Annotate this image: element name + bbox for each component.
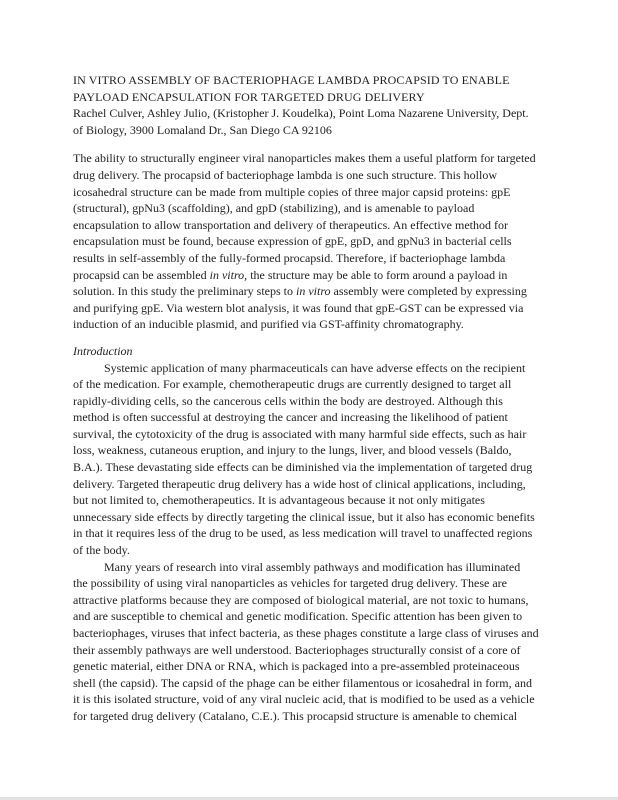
text-segment: delivery. Targeted therapeutic drug delivery has a wide host of clinical applications, including, — [73, 476, 526, 491]
intro-paragraph1-line — [73, 542, 545, 559]
intro-paragraph2-line — [73, 592, 545, 609]
text-segment: but not limited to, chemotherapeutics. It is advantageous because it not only mitigates — [73, 493, 485, 508]
intro-paragraph1-line — [73, 509, 545, 526]
intro-paragraph2-line — [73, 658, 545, 675]
intro-paragraph2-line — [73, 642, 545, 659]
intro-paragraph1-line — [73, 376, 545, 393]
author-line — [73, 122, 545, 139]
abstract-line — [73, 283, 545, 300]
intro-paragraph2-line — [73, 691, 545, 708]
intro-paragraph2-line — [73, 675, 545, 692]
author-line — [73, 105, 545, 122]
text-segment: (structural), gpNu3 (scaffolding), and gpD (stabilizing), and is amenable to payload — [73, 201, 475, 216]
intro-paragraph1-line — [73, 492, 545, 509]
paper-title-line — [73, 89, 545, 106]
text-segment: PAYLOAD ENCAPSULATION FOR TARGETED DRUG DELIVERY — [73, 89, 425, 104]
text-segment: The ability to structurally engineer viral nanoparticles makes them a useful platform for targeted — [73, 151, 536, 166]
intro-paragraph1-line — [73, 360, 545, 377]
intro-paragraph2-line — [73, 625, 545, 642]
text-segment: Many years of research into viral assembly pathways and modification has illuminated — [104, 559, 521, 574]
text-segment: it is this isolated structure, void of any viral nucleic acid, that is modified to be used as a vehicle — [73, 692, 535, 707]
intro-paragraph1-line — [73, 426, 545, 443]
text-segment: rapidly-dividing cells, so the cancerous cells within the body are destroyed. Although this — [73, 393, 503, 408]
text-segment: IN VITRO ASSEMBLY OF BACTERIOPHAGE LAMBDA PROCAPSID TO ENABLE — [73, 73, 510, 87]
introduction-paragraph-1 — [73, 360, 545, 559]
author-affiliation — [73, 105, 545, 138]
abstract-line — [73, 167, 545, 184]
abstract-line — [73, 267, 545, 284]
intro-paragraph2-line — [73, 575, 545, 592]
text-segment: attractive platforms because they are composed of biological material, are not toxic to humans, — [73, 592, 529, 607]
text-segment: the possibility of using viral nanoparticles as vehicles for targeted drug delivery. These are — [73, 576, 507, 591]
abstract-paragraph — [73, 150, 545, 333]
text-segment: shell (the capsid). The capsid of the phage can be either filamentous or icosahedral in form, and — [73, 675, 532, 690]
intro-paragraph1-line — [73, 476, 545, 493]
text-segment: and are susceptible to chemical and genetic modification. Specific attention has been given to — [73, 609, 523, 624]
abstract-line — [73, 316, 545, 333]
abstract-line — [73, 300, 545, 317]
text-segment: Rachel Culver, Ashley Julio, (Kristopher J. Koudelka), Point Loma Nazarene University, Dept. — [73, 106, 529, 121]
abstract-line — [73, 217, 545, 234]
text-segment: and purifying gpE. Via western blot analysis, it was found that gpE-GST can be expressed via — [73, 300, 524, 315]
italic-text-segment: in vitro — [295, 284, 331, 299]
paper-title-line — [73, 72, 545, 89]
text-segment: in that it requires less of the drug to be used, as less medication will travel to unaffected regions — [73, 526, 533, 541]
abstract-line — [73, 233, 545, 250]
text-segment: encapsulation to allow transportation and delivery of therapeutics. An effective method for — [73, 217, 508, 232]
text-segment: unnecessary side effects by directly targeting the clinical issue, but it also has economic benefits — [73, 509, 535, 524]
abstract-line — [73, 200, 545, 217]
text-segment: encapsulation must be found, because expression of gpE, gpD, and gpNu3 in bacterial cells — [73, 234, 512, 249]
text-segment: B.A.). These devastating side effects can be diminished via the implementation of targeted drug — [73, 460, 533, 475]
text-segment: drug delivery. The procapsid of bacteriophage lambda is one such structure. This hollow — [73, 167, 497, 182]
paper-page — [73, 72, 545, 725]
text-segment: for targeted drug delivery (Catalano, C.E.). This procapsid structure is amenable to chemical — [73, 708, 518, 723]
text-segment: solution. In this study the preliminary steps to — [73, 284, 296, 299]
text-segment: induction of an inducible plasmid, and purified via GST-affinity chromatography. — [73, 317, 464, 332]
text-segment: of Biology, 3900 Lomaland Dr., San Diego CA 92106 — [73, 122, 332, 137]
intro-paragraph2-line — [73, 608, 545, 625]
italic-text-segment: in vitro, — [209, 267, 248, 282]
text-segment: results in self-assembly of the fully-formed procapsid. Therefore, if bacteriophage lambda — [73, 250, 506, 265]
intro-paragraph2-line — [73, 708, 545, 725]
text-segment: procapsid can be assembled — [73, 267, 210, 282]
intro-paragraph1-line — [73, 409, 545, 426]
intro-paragraph1-line — [73, 393, 545, 410]
paper-title — [73, 72, 545, 105]
text-segment: genetic material, either DNA or RNA, which is packaged into a pre-assembled proteinaceous — [73, 659, 520, 674]
intro-paragraph1-line — [73, 525, 545, 542]
abstract-line — [73, 250, 545, 267]
intro-paragraph2-line — [73, 559, 545, 576]
text-segment: Systemic application of many pharmaceuticals can have adverse effects on the recipient — [104, 360, 526, 375]
introduction-paragraph-2 — [73, 559, 545, 725]
intro-paragraph1-line — [73, 459, 545, 476]
text-segment: loss, weakness, cutaneous eruption, and injury to the lungs, liver, and blood vessels (Baldo, — [73, 443, 512, 458]
text-segment: icosahedral structure can be made from multiple copies of three major capsid proteins: gpE — [73, 184, 511, 199]
text-segment: survival, the cytotoxicity of the drug is associated with many harmful side effects, such as hair — [73, 426, 527, 441]
text-segment: assembly were completed by expressing — [330, 284, 527, 299]
text-segment: the structure may be able to form around a payload in — [247, 267, 508, 282]
intro-paragraph1-line — [73, 442, 545, 459]
abstract-line — [73, 184, 545, 201]
text-segment: method is often successful at destroying the cancer and increasing the likelihood of patient — [73, 410, 508, 425]
text-segment: of the body. — [73, 543, 130, 558]
abstract-line — [73, 150, 545, 167]
section-heading-introduction: Introduction — [73, 343, 133, 358]
text-segment: of the medication. For example, chemotherapeutic drugs are currently designed to target all — [73, 377, 512, 392]
text-segment: their assembly pathways are well understood. Bacteriophages structurally consist of a core of — [73, 642, 521, 657]
text-segment: bacteriophages, viruses that infect bacteria, as these phages constitute a large class of viruses and — [73, 626, 539, 640]
